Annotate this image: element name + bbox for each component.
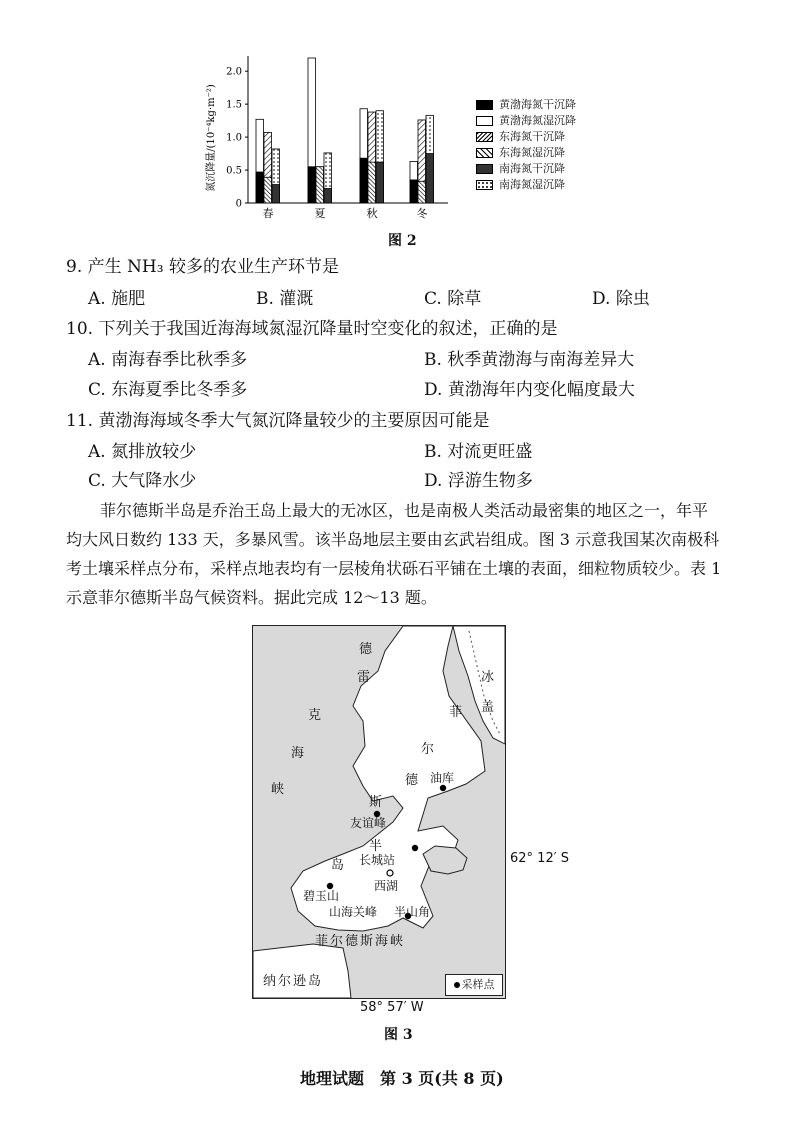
peninsula-char: 半: [369, 839, 383, 854]
question-9-option-c[interactable]: C. 除草: [424, 289, 482, 309]
oil-depot-label: 油库: [430, 771, 455, 785]
chart-legend: [476, 98, 636, 191]
question-10-option-d[interactable]: D. 黄渤海年内变化幅度最大: [424, 380, 635, 400]
legend-item: 南海氮干沉降: [476, 162, 565, 176]
peninsula-char: 菲: [449, 705, 463, 720]
bar: [418, 181, 426, 203]
ice-cap-char: 冰: [481, 670, 495, 685]
bar: [368, 162, 376, 203]
drake-strait-char: 克: [308, 708, 322, 723]
longitude-label: 58° 57′ W: [360, 1000, 424, 1015]
x-tick-label: 秋: [366, 207, 378, 220]
sample-point: [412, 845, 418, 851]
bar: [308, 167, 316, 203]
nelson-island-label: 纳尔逊岛: [263, 974, 324, 989]
bar: [256, 172, 264, 203]
great-wall-station-marker: [387, 870, 393, 876]
y-axis-label: 氮沉降量/(10⁻⁴kg·m⁻²): [206, 84, 217, 192]
bar: [410, 180, 418, 203]
shanhaiguan-peak-label: 山海关峰: [329, 905, 378, 919]
question-10-option-c[interactable]: C. 东海夏季比冬季多: [88, 380, 248, 400]
bar: [272, 185, 280, 203]
friendship-peak-label: 友谊峰: [350, 816, 387, 830]
legend-item: 黄渤海氮湿沉降: [476, 114, 576, 128]
question-9-stem: 9. 产生 NH₃ 较多的农业生产环节是: [66, 257, 339, 277]
peninsula-char: 德: [405, 773, 419, 788]
map-legend: 采样点: [445, 974, 503, 996]
y-tick-label: 1.5: [226, 99, 242, 111]
figure2-caption: 图 2: [388, 233, 417, 249]
bar: [316, 167, 324, 203]
x-tick-label: 夏: [314, 207, 326, 220]
question-10-stem: 10. 下列关于我国近海海域氮湿沉降量时空变化的叙述，正确的是: [66, 319, 558, 339]
legend-item: 东海氮干沉降: [476, 130, 565, 144]
y-tick-label: 2.0: [226, 66, 242, 78]
drake-strait-char: 德: [359, 642, 373, 657]
figure3-caption: 图 3: [384, 1027, 413, 1043]
legend-item: 东海氮湿沉降: [476, 146, 565, 160]
passage-line: 菲尔德斯半岛是乔治王岛上最大的无冰区，也是南极人类活动最密集的地区之一，年平: [100, 501, 709, 520]
half-cape-label: 半山角: [394, 905, 431, 919]
drake-strait-char: 海: [291, 746, 305, 761]
latitude-label: 62° 12′ S: [510, 851, 570, 866]
bar: [324, 189, 332, 204]
peninsula-char: 岛: [331, 858, 345, 873]
question-10-option-a[interactable]: A. 南海春季比秋季多: [88, 350, 248, 370]
legend-item: 南海氮湿沉降: [476, 178, 565, 192]
bar: [264, 177, 272, 203]
fildes-peninsula-map: [252, 625, 506, 999]
ice-cap-char: 盖: [481, 700, 495, 715]
drake-strait-char: 雷: [357, 670, 371, 685]
question-11-option-c[interactable]: C. 大气降水少: [88, 471, 197, 491]
page-footer: 地理试题 第 3 页(共 8 页): [300, 1069, 504, 1088]
y-tick-label: 1.0: [226, 132, 242, 144]
nitrogen-deposition-chart: [200, 48, 470, 228]
great-wall-station-label: 长城站: [359, 853, 396, 867]
jade-hill-label: 碧玉山: [303, 889, 340, 903]
bar: [376, 162, 384, 203]
west-lake: [423, 846, 467, 874]
peninsula-char: 斯: [369, 795, 383, 810]
sample-point-legend-icon: [454, 982, 460, 988]
bar: [426, 154, 434, 203]
x-tick-label: 冬: [416, 207, 428, 220]
y-tick-label: 0: [235, 198, 242, 210]
question-11-option-d[interactable]: D. 浮游生物多: [424, 471, 533, 491]
peninsula-char: 尔: [421, 742, 435, 757]
bar: [360, 158, 368, 203]
fildes-strait-label: 菲尔德斯海峡: [315, 934, 406, 949]
west-lake-label: 西湖: [374, 879, 399, 893]
question-9-option-d[interactable]: D. 除虫: [592, 289, 650, 309]
x-tick-label: 春: [262, 207, 274, 220]
passage: [66, 496, 756, 612]
question-9-option-b[interactable]: B. 灌溉: [256, 289, 314, 309]
legend-item: 黄渤海氮干沉降: [476, 98, 576, 112]
question-9-option-a[interactable]: A. 施肥: [88, 289, 146, 309]
passage-line: 均大风日数约 133 天，多暴风雪。该半岛地层主要由玄武岩组成。图 3 示意我国某次南极科: [66, 530, 720, 549]
question-11-option-b[interactable]: B. 对流更旺盛: [424, 442, 533, 462]
drake-strait-char: 峡: [271, 782, 285, 797]
question-11-option-a[interactable]: A. 氮排放较少: [88, 442, 197, 462]
passage-line: 考土壤采样点分布，采样点地表均有一层棱角状砾石平铺在土壤的表面，细粒物质较少。表 1: [66, 559, 722, 578]
y-tick-label: 0.5: [226, 165, 242, 177]
question-11-stem: 11. 黄渤海海域冬季大气氮沉降量较少的主要原因可能是: [66, 411, 490, 431]
question-10-option-b[interactable]: B. 秋季黄渤海与南海差异大: [424, 350, 635, 370]
passage-line: 示意菲尔德斯半岛气候资料。据此完成 12～13 题。: [66, 588, 437, 607]
